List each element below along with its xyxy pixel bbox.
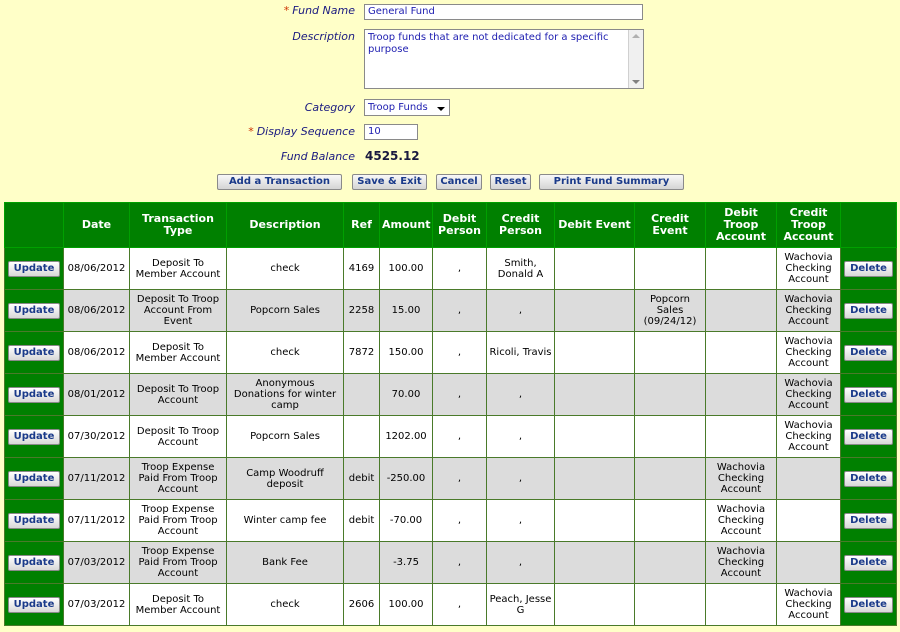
credit-event-cell (635, 416, 706, 458)
credit-person-cell: , (487, 500, 555, 542)
add-transaction-button[interactable]: Add a Transaction (217, 174, 342, 190)
column-header: Debit Person (433, 203, 487, 248)
column-header: Credit Troop Account (777, 203, 841, 248)
delete-cell (841, 584, 897, 626)
table-row (5, 416, 897, 458)
credit-troop-account-cell (777, 458, 841, 500)
display-sequence-input[interactable]: 10 (364, 124, 418, 140)
delete-cell (841, 332, 897, 374)
credit-troop-account-cell: Wachovia Checking Account (777, 584, 841, 626)
transaction-type-cell: Troop Expense Paid From Troop Account (130, 542, 227, 584)
required-marker: * (283, 4, 290, 17)
debit-event-cell (555, 248, 635, 290)
update-button[interactable]: Update (8, 555, 61, 571)
description-cell: Anonymous Donations for winter camp (227, 374, 344, 416)
delete-cell (841, 416, 897, 458)
transactions-table (4, 202, 897, 626)
reset-button[interactable]: Reset (490, 174, 531, 190)
credit-person-cell: Ricoli, Travis (487, 332, 555, 374)
update-cell (5, 500, 64, 542)
date-cell: 08/01/2012 (64, 374, 130, 416)
column-header: Description (227, 203, 344, 248)
date-cell: 08/06/2012 (64, 290, 130, 332)
debit-event-cell (555, 500, 635, 542)
credit-event-cell (635, 332, 706, 374)
ref-cell: 2606 (344, 584, 380, 626)
debit-person-cell: , (433, 542, 487, 584)
delete-button[interactable]: Delete (844, 513, 893, 529)
credit-troop-account-cell (777, 542, 841, 584)
credit-person-cell: , (487, 374, 555, 416)
date-cell: 08/06/2012 (64, 332, 130, 374)
table-row (5, 458, 897, 500)
delete-button[interactable]: Delete (844, 555, 893, 571)
amount-cell: 150.00 (380, 332, 433, 374)
scroll-down-icon[interactable] (632, 80, 640, 84)
update-cell (5, 332, 64, 374)
update-cell (5, 290, 64, 332)
credit-troop-account-cell: Wachovia Checking Account (777, 416, 841, 458)
credit-troop-account-cell: Wachovia Checking Account (777, 374, 841, 416)
debit-troop-account-cell (706, 416, 777, 458)
date-cell: 07/30/2012 (64, 416, 130, 458)
description-cell: Popcorn Sales (227, 290, 344, 332)
transaction-type-cell: Troop Expense Paid From Troop Account (130, 458, 227, 500)
delete-cell (841, 542, 897, 584)
category-label: Category (304, 101, 355, 114)
print-fund-summary-button[interactable]: Print Fund Summary (539, 174, 684, 190)
amount-cell: 15.00 (380, 290, 433, 332)
debit-person-cell: , (433, 416, 487, 458)
update-button[interactable]: Update (8, 387, 61, 403)
debit-person-cell: , (433, 374, 487, 416)
credit-person-cell: Smith, Donald A (487, 248, 555, 290)
column-header: Credit Event (635, 203, 706, 248)
table-row (5, 248, 897, 290)
credit-troop-account-cell (777, 500, 841, 542)
delete-cell (841, 374, 897, 416)
delete-cell (841, 290, 897, 332)
delete-button[interactable]: Delete (844, 429, 893, 445)
update-button[interactable]: Update (8, 303, 61, 319)
update-cell (5, 374, 64, 416)
fund-name-input[interactable]: General Fund (364, 4, 643, 20)
column-header (5, 203, 64, 248)
transaction-type-cell: Deposit To Member Account (130, 332, 227, 374)
debit-event-cell (555, 290, 635, 332)
credit-event-cell (635, 542, 706, 584)
description-cell: Camp Woodruff deposit (227, 458, 344, 500)
delete-cell (841, 458, 897, 500)
date-cell: 07/11/2012 (64, 500, 130, 542)
update-button[interactable]: Update (8, 261, 61, 277)
transaction-type-cell: Deposit To Member Account (130, 248, 227, 290)
table-row (5, 584, 897, 626)
debit-troop-account-cell: Wachovia Checking Account (706, 542, 777, 584)
description-cell: Popcorn Sales (227, 416, 344, 458)
delete-button[interactable]: Delete (844, 261, 893, 277)
transaction-type-cell: Deposit To Member Account (130, 584, 227, 626)
transaction-type-cell: Deposit To Troop Account (130, 416, 227, 458)
fund-balance-value: 4525.12 (365, 149, 420, 163)
column-header (841, 203, 897, 248)
credit-event-cell (635, 584, 706, 626)
scroll-up-icon[interactable] (632, 34, 640, 38)
column-header: Debit Event (555, 203, 635, 248)
update-cell (5, 416, 64, 458)
credit-person-cell: , (487, 458, 555, 500)
description-cell: check (227, 248, 344, 290)
debit-event-cell (555, 374, 635, 416)
debit-troop-account-cell (706, 374, 777, 416)
ref-cell: 7872 (344, 332, 380, 374)
credit-troop-account-cell: Wachovia Checking Account (777, 248, 841, 290)
credit-event-cell: Popcorn Sales (09/24/12) (635, 290, 706, 332)
amount-cell: 1202.00 (380, 416, 433, 458)
table-row (5, 332, 897, 374)
column-header: Credit Person (487, 203, 555, 248)
update-cell (5, 458, 64, 500)
textarea-scrollbar[interactable] (628, 30, 643, 88)
delete-button[interactable]: Delete (844, 303, 893, 319)
amount-cell: 100.00 (380, 248, 433, 290)
debit-event-cell (555, 416, 635, 458)
description-cell: Winter camp fee (227, 500, 344, 542)
credit-event-cell (635, 374, 706, 416)
debit-troop-account-cell (706, 332, 777, 374)
ref-cell: debit (344, 500, 380, 542)
column-header: Date (64, 203, 130, 248)
amount-cell: -250.00 (380, 458, 433, 500)
credit-person-cell: , (487, 416, 555, 458)
ref-cell: debit (344, 458, 380, 500)
credit-person-cell: , (487, 290, 555, 332)
debit-event-cell (555, 542, 635, 584)
debit-person-cell: , (433, 500, 487, 542)
debit-person-cell: , (433, 458, 487, 500)
fund-name-label: * Fund Name (283, 4, 355, 17)
column-header: Amount (380, 203, 433, 248)
credit-event-cell (635, 458, 706, 500)
debit-troop-account-cell (706, 584, 777, 626)
amount-cell: -70.00 (380, 500, 433, 542)
update-button[interactable]: Update (8, 345, 61, 361)
delete-button[interactable]: Delete (844, 387, 893, 403)
amount-cell: 70.00 (380, 374, 433, 416)
date-cell: 07/03/2012 (64, 542, 130, 584)
debit-person-cell: , (433, 584, 487, 626)
date-cell: 07/03/2012 (64, 584, 130, 626)
required-marker: * (248, 125, 254, 138)
update-cell (5, 584, 64, 626)
credit-person-cell: , (487, 542, 555, 584)
amount-cell: -3.75 (380, 542, 433, 584)
update-button[interactable]: Update (8, 471, 61, 487)
chevron-down-icon (437, 107, 445, 111)
delete-button[interactable]: Delete (844, 471, 893, 487)
table-row (5, 374, 897, 416)
column-header: Transaction Type (130, 203, 227, 248)
debit-event-cell (555, 458, 635, 500)
delete-cell (841, 248, 897, 290)
delete-cell (841, 500, 897, 542)
debit-person-cell: , (433, 332, 487, 374)
ref-cell (344, 416, 380, 458)
transaction-type-cell: Troop Expense Paid From Troop Account (130, 500, 227, 542)
column-header: Debit Troop Account (706, 203, 777, 248)
debit-person-cell: , (433, 290, 487, 332)
ref-cell: 2258 (344, 290, 380, 332)
debit-troop-account-cell: Wachovia Checking Account (706, 500, 777, 542)
update-button[interactable]: Update (8, 513, 61, 529)
transaction-type-cell: Deposit To Troop Account From Event (130, 290, 227, 332)
amount-cell: 100.00 (380, 584, 433, 626)
update-cell (5, 248, 64, 290)
ref-cell (344, 542, 380, 584)
debit-troop-account-cell (706, 290, 777, 332)
cancel-button[interactable]: Cancel (436, 174, 482, 190)
description-textarea[interactable]: Troop funds that are not dedicated for a specific purpose (364, 29, 644, 89)
table-header-row (5, 203, 897, 248)
description-cell: check (227, 584, 344, 626)
date-cell: 08/06/2012 (64, 248, 130, 290)
debit-troop-account-cell: Wachovia Checking Account (706, 458, 777, 500)
fund-balance-label: Fund Balance (280, 150, 355, 163)
category-select[interactable]: Troop Funds (364, 99, 450, 116)
update-button[interactable]: Update (8, 429, 61, 445)
description-cell: Bank Fee (227, 542, 344, 584)
debit-event-cell (555, 584, 635, 626)
credit-troop-account-cell: Wachovia Checking Account (777, 332, 841, 374)
ref-cell: 4169 (344, 248, 380, 290)
date-cell: 07/11/2012 (64, 458, 130, 500)
column-header: Ref (344, 203, 380, 248)
credit-troop-account-cell: Wachovia Checking Account (777, 290, 841, 332)
description-label: Description (292, 30, 355, 43)
debit-troop-account-cell (706, 248, 777, 290)
delete-button[interactable]: Delete (844, 597, 893, 613)
transaction-type-cell: Deposit To Troop Account (130, 374, 227, 416)
description-cell: check (227, 332, 344, 374)
credit-event-cell (635, 500, 706, 542)
update-cell (5, 542, 64, 584)
credit-event-cell (635, 248, 706, 290)
ref-cell (344, 374, 380, 416)
credit-person-cell: Peach, Jesse G (487, 584, 555, 626)
delete-button[interactable]: Delete (844, 345, 893, 361)
table-row (5, 500, 897, 542)
table-row (5, 542, 897, 584)
display-sequence-label: * Display Sequence (248, 125, 355, 138)
debit-event-cell (555, 332, 635, 374)
table-row (5, 290, 897, 332)
debit-person-cell: , (433, 248, 487, 290)
save-exit-button[interactable]: Save & Exit (352, 174, 427, 190)
update-button[interactable]: Update (8, 597, 61, 613)
